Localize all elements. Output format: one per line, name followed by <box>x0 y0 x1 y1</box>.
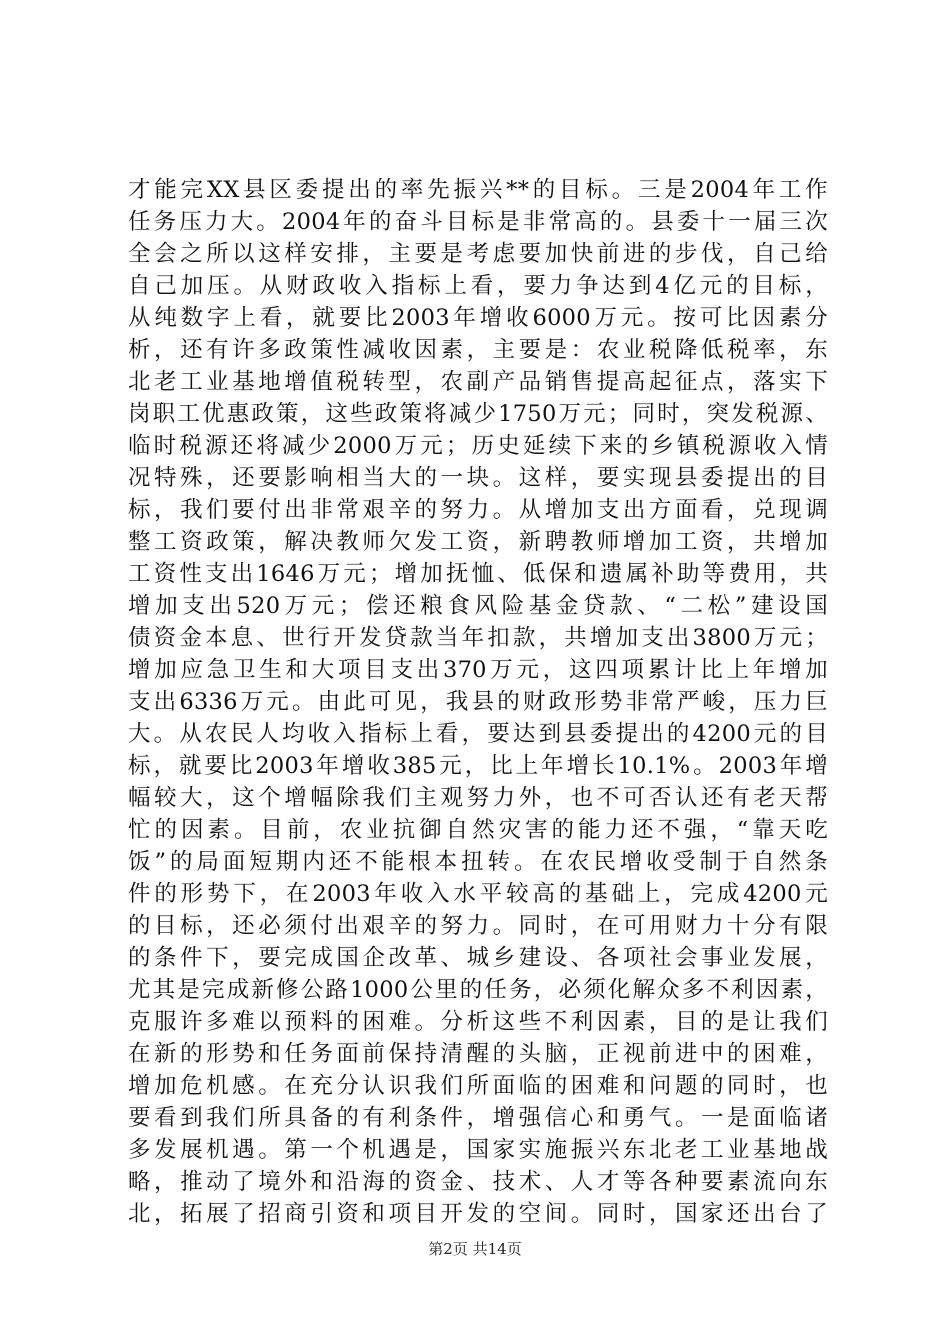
text-line: 整工资政策，解决教师欠发工资，新聘教师增加工资，共增加 <box>128 529 828 555</box>
text-line: 大。从农民人均收入指标上看，要达到县委提出的4200元的目 <box>128 721 828 747</box>
text-line: 克服许多难以预料的困难。分析这些不利因素，目的是让我们 <box>128 1009 828 1035</box>
body-text <box>128 174 828 1230</box>
text-line: 件的形势下，在2003年收入水平较高的基础上，完成4200元 <box>128 881 828 907</box>
text-line: 临时税源还将减少2000万元；历史延续下来的乡镇税源收入情 <box>128 433 828 459</box>
text-line: 增加危机感。在充分认识我们所面临的困难和问题的同时，也 <box>128 1073 828 1099</box>
text-line: 忙的因素。目前，农业抗御自然灾害的能力还不强，“靠天吃 <box>128 817 828 843</box>
text-line: 北老工业基地增值税转型，农副产品销售提高起征点，落实下 <box>128 369 828 395</box>
text-line: 任务压力大。2004年的奋斗目标是非常高的。县委十一届三次 <box>128 209 828 235</box>
text-line: 北，拓展了招商引资和项目开发的空间。同时，国家还出台了 <box>128 1201 828 1227</box>
text-line: 标，我们要付出非常艰辛的努力。从增加支出方面看，兑现调 <box>128 497 828 523</box>
text-line: 自己加压。从财政收入指标上看，要力争达到4亿元的目标， <box>128 273 828 299</box>
text-line: 增加应急卫生和大项目支出370万元，这四项累计比上年增加 <box>128 657 828 683</box>
text-line: 饭”的局面短期内还不能根本扭转。在农民增收受制于自然条 <box>128 849 828 875</box>
text-line: 析，还有许多政策性减收因素，主要是：农业税降低税率，东 <box>128 337 828 363</box>
text-line: 债资金本息、世行开发贷款当年扣款，共增加支出3800万元； <box>128 625 828 651</box>
text-line: 增加支出520万元；偿还粮食风险基金贷款、“二松”建设国 <box>128 593 828 619</box>
text-line: 要看到我们所具备的有利条件，增强信心和勇气。一是面临诸 <box>128 1105 828 1131</box>
text-line: 标，就要比2003年增收385元，比上年增长10.1%。2003年增 <box>128 753 828 779</box>
text-line: 岗职工优惠政策，这些政策将减少1750万元；同时，突发税源、 <box>128 401 828 427</box>
text-line: 况特殊，还要影响相当大的一块。这样，要实现县委提出的目 <box>128 465 828 491</box>
text-line: 全会之所以这样安排，主要是考虑要加快前进的步伐，自己给 <box>128 241 828 267</box>
text-line: 幅较大，这个增幅除我们主观努力外，也不可否认还有老天帮 <box>128 785 828 811</box>
text-line: 工资性支出1646万元；增加抚恤、低保和遗属补助等费用，共 <box>128 561 828 587</box>
text-line: 的条件下，要完成国企改革、城乡建设、各项社会事业发展， <box>128 945 828 971</box>
text-line: 从纯数字上看，就要比2003年增收6000万元。按可比因素分 <box>128 305 828 331</box>
text-line: 略，推动了境外和沿海的资金、技术、人才等各种要素流向东 <box>128 1169 828 1195</box>
text-line: 尤其是完成新修公路1000公里的任务，必须化解众多不利因素， <box>128 977 828 1003</box>
text-line: 支出6336万元。由此可见，我县的财政形势非常严峻，压力巨 <box>128 689 828 715</box>
text-line: 多发展机遇。第一个机遇是，国家实施振兴东北老工业基地战 <box>128 1137 828 1163</box>
text-line: 的目标，还必须付出艰辛的努力。同时，在可用财力十分有限 <box>128 913 828 939</box>
page-footer: 第2页 共14页 <box>428 1240 522 1258</box>
text-line: 在新的形势和任务面前保持清醒的头脑，正视前进中的困难， <box>128 1041 828 1067</box>
text-line: 才能完XX县区委提出的率先振兴**的目标。三是2004年工作 <box>128 177 828 203</box>
